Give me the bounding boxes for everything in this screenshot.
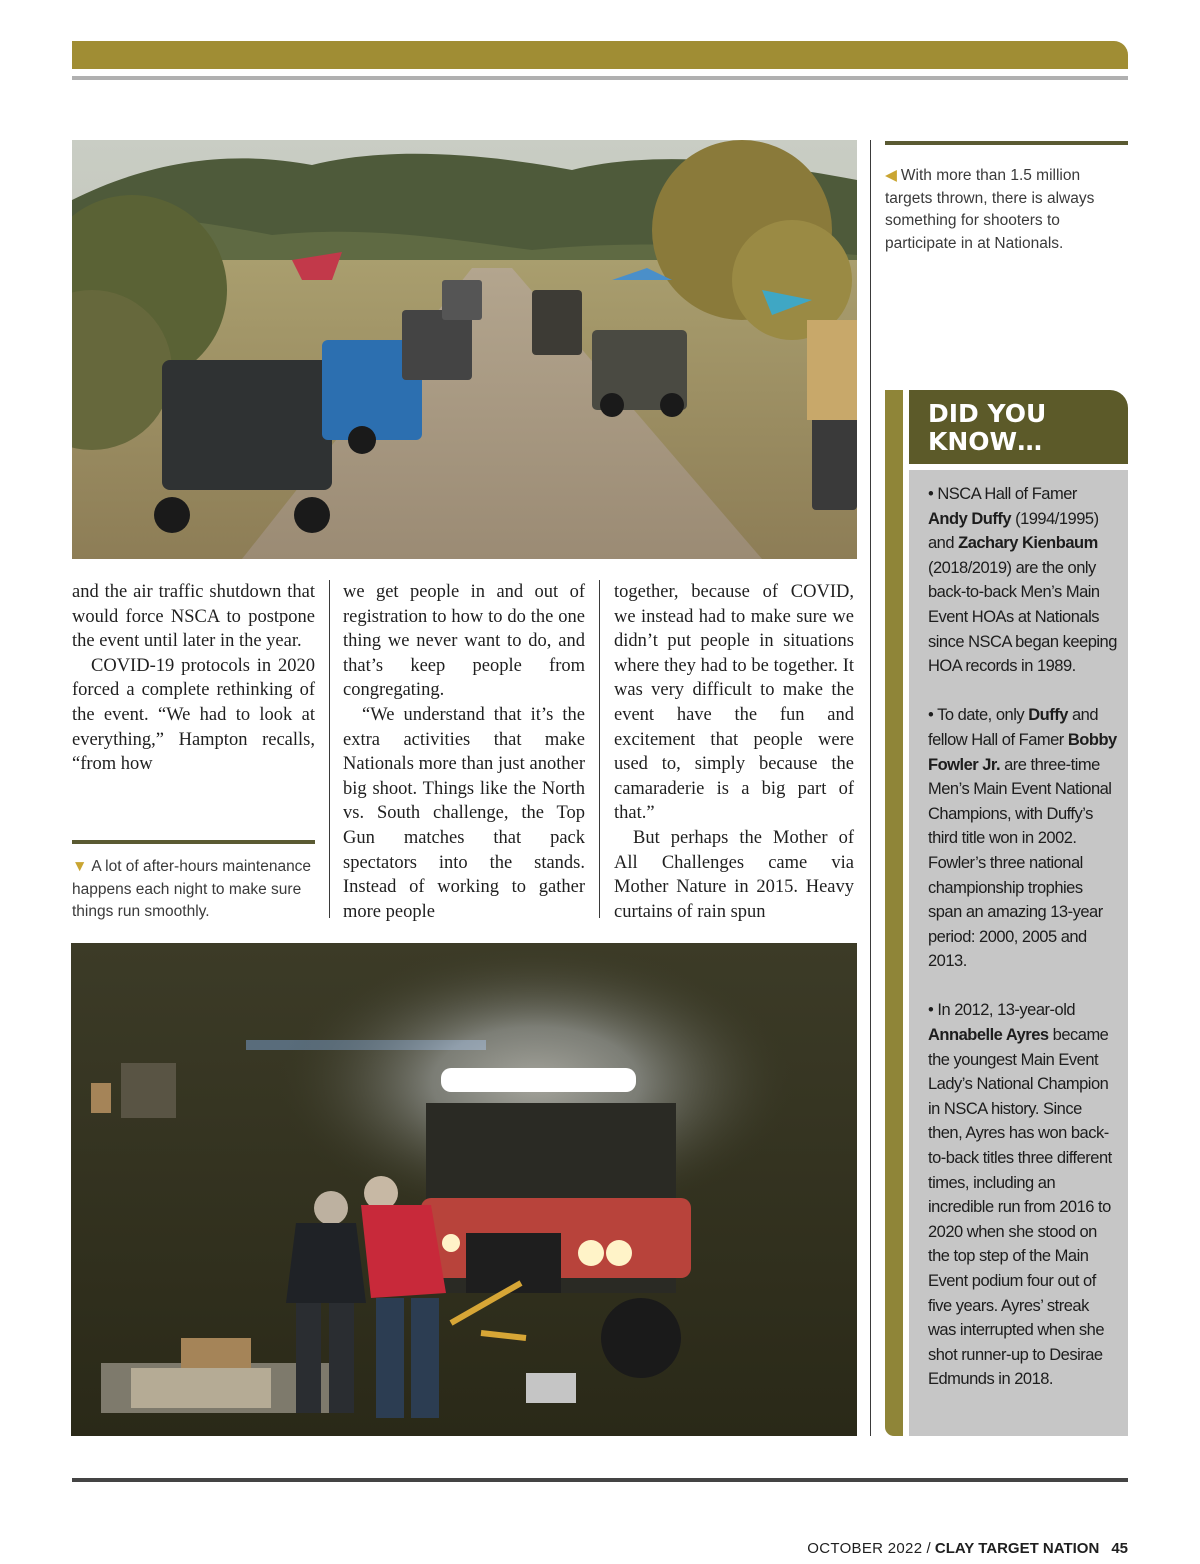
caption-rule-bottom [72, 840, 315, 844]
fact-2-text-a: • To date, only [928, 706, 1029, 725]
footer-rule [72, 1478, 1128, 1482]
sidebar-title [909, 390, 1128, 464]
fact-3 [928, 998, 1118, 1392]
photo-caption-top [885, 165, 1125, 255]
fact-3-text-a: • In 2012, 13-year-old [928, 1001, 1076, 1020]
fact-1-text-c: (2018/2019) are the only back-to-back Men’s Main Event HOAs at Nationals since NSCA began keeping HOA records in 1989. [928, 558, 1117, 676]
night-maintenance-illustration [71, 943, 857, 1436]
sidebar-facts [909, 470, 1128, 1436]
sidebar-accent-bar [885, 390, 903, 1436]
fact-2-name-duffy: Duffy [1028, 706, 1068, 725]
fact-2-text-b: and fellow Hall of Famer [928, 706, 1099, 749]
night-maintenance-photo [71, 943, 857, 1436]
footer-separator: / [922, 1540, 935, 1557]
column3-paragraph-1: together, because of COVID, we instead had to make sure we didn’t put people in situations where they had to be together. It was very difficult to make the event have the fun and excitement that people were used to, simply because the camaraderie is a big part of that.” [614, 582, 854, 824]
footer-issue-date: OCTOBER 2022 [807, 1540, 923, 1557]
utv-road-illustration [72, 140, 857, 559]
page-footer [807, 1540, 1128, 1557]
caption-text-top: With more than 1.5 million targets thrown, there is always something for shooters to participate in at Nationals. [885, 167, 1095, 252]
fact-2-text-c: are three-time Men’s Main Event National Champions, with Duffy’s third title won in 2002. Fowler’s three national championship trophies span an amazing 13-year period: 2000, 2005 and 2013. [928, 755, 1112, 971]
fact-3-text-b: became the youngest Main Event Lady’s National Champion in NSCA history. Since then, Ayres has won back-to-back titles three different times, including an incredible run from 2016 to 2020 when she stood on the top step of the Main Event podium four out of five years. Ayres’ streak was interrupted when she shot runner-up to Desirae Edmunds in 2018. [928, 1026, 1112, 1389]
photo-caption-bottom [72, 856, 315, 924]
caption-rule-top [885, 141, 1128, 145]
column2-paragraph-2: “We understand that it’s the extra activities that make Nationals more than just another big shoot. Things like the North vs. South challenge, the Top Gun matches that pack spectators into the stands. Instead of working to gather more people [343, 704, 585, 922]
column1-paragraph-2: COVID-19 protocols in 2020 forced a complete rethinking of the event. “We had to look at everything,” Hampton recalls, “from how [72, 655, 315, 775]
sidebar-divider-rule [870, 140, 871, 1436]
fact-1-name-kienbaum: Zachary Kienbaum [958, 534, 1098, 553]
sidebar-title-line-1: DID YOU [928, 399, 1047, 428]
fact-1-text-b: (1994/1995) and [928, 509, 1099, 553]
fact-3-name-ayres: Annabelle Ayres [928, 1026, 1049, 1045]
footer-page-number: 45 [1111, 1540, 1128, 1557]
header-rule [72, 76, 1128, 80]
utv-road-photo [72, 140, 857, 559]
fact-2 [928, 703, 1118, 974]
article-column-1 [72, 580, 315, 777]
caption-text-bottom: A lot of after-hours maintenance happens each night to make sure things run smoothly. [72, 858, 312, 920]
fact-1-name-duffy: Andy Duffy [928, 509, 1011, 528]
fact-2-name-fowler: Bobby Fowler Jr. [928, 730, 1117, 774]
article-column-2 [343, 580, 585, 924]
sidebar-title-line-2: KNOW… [928, 427, 1043, 456]
fact-1 [928, 482, 1118, 679]
fact-1-text-a: • NSCA Hall of Famer [928, 485, 1077, 503]
column-rule-2 [599, 580, 600, 918]
header-bar [72, 41, 1128, 69]
column2-paragraph-1: we get people in and out of registration to how to do the one thing we never want to do, and that’s keep people from congregating. [343, 582, 585, 701]
left-arrow-icon: ◀ [885, 167, 897, 184]
article-column-3 [614, 580, 854, 924]
down-arrow-icon: ▼ [72, 858, 88, 875]
footer-magazine-name: CLAY TARGET NATION [934, 1540, 1100, 1557]
column-rule-1 [329, 580, 330, 918]
column1-paragraph-1: and the air traffic shutdown that would force NSCA to postpone the event until later in the year. [72, 582, 315, 652]
column3-paragraph-2: But perhaps the Mother of All Challenges came via Mother Nature in 2015. Heavy curtains of rain spun [614, 827, 854, 922]
